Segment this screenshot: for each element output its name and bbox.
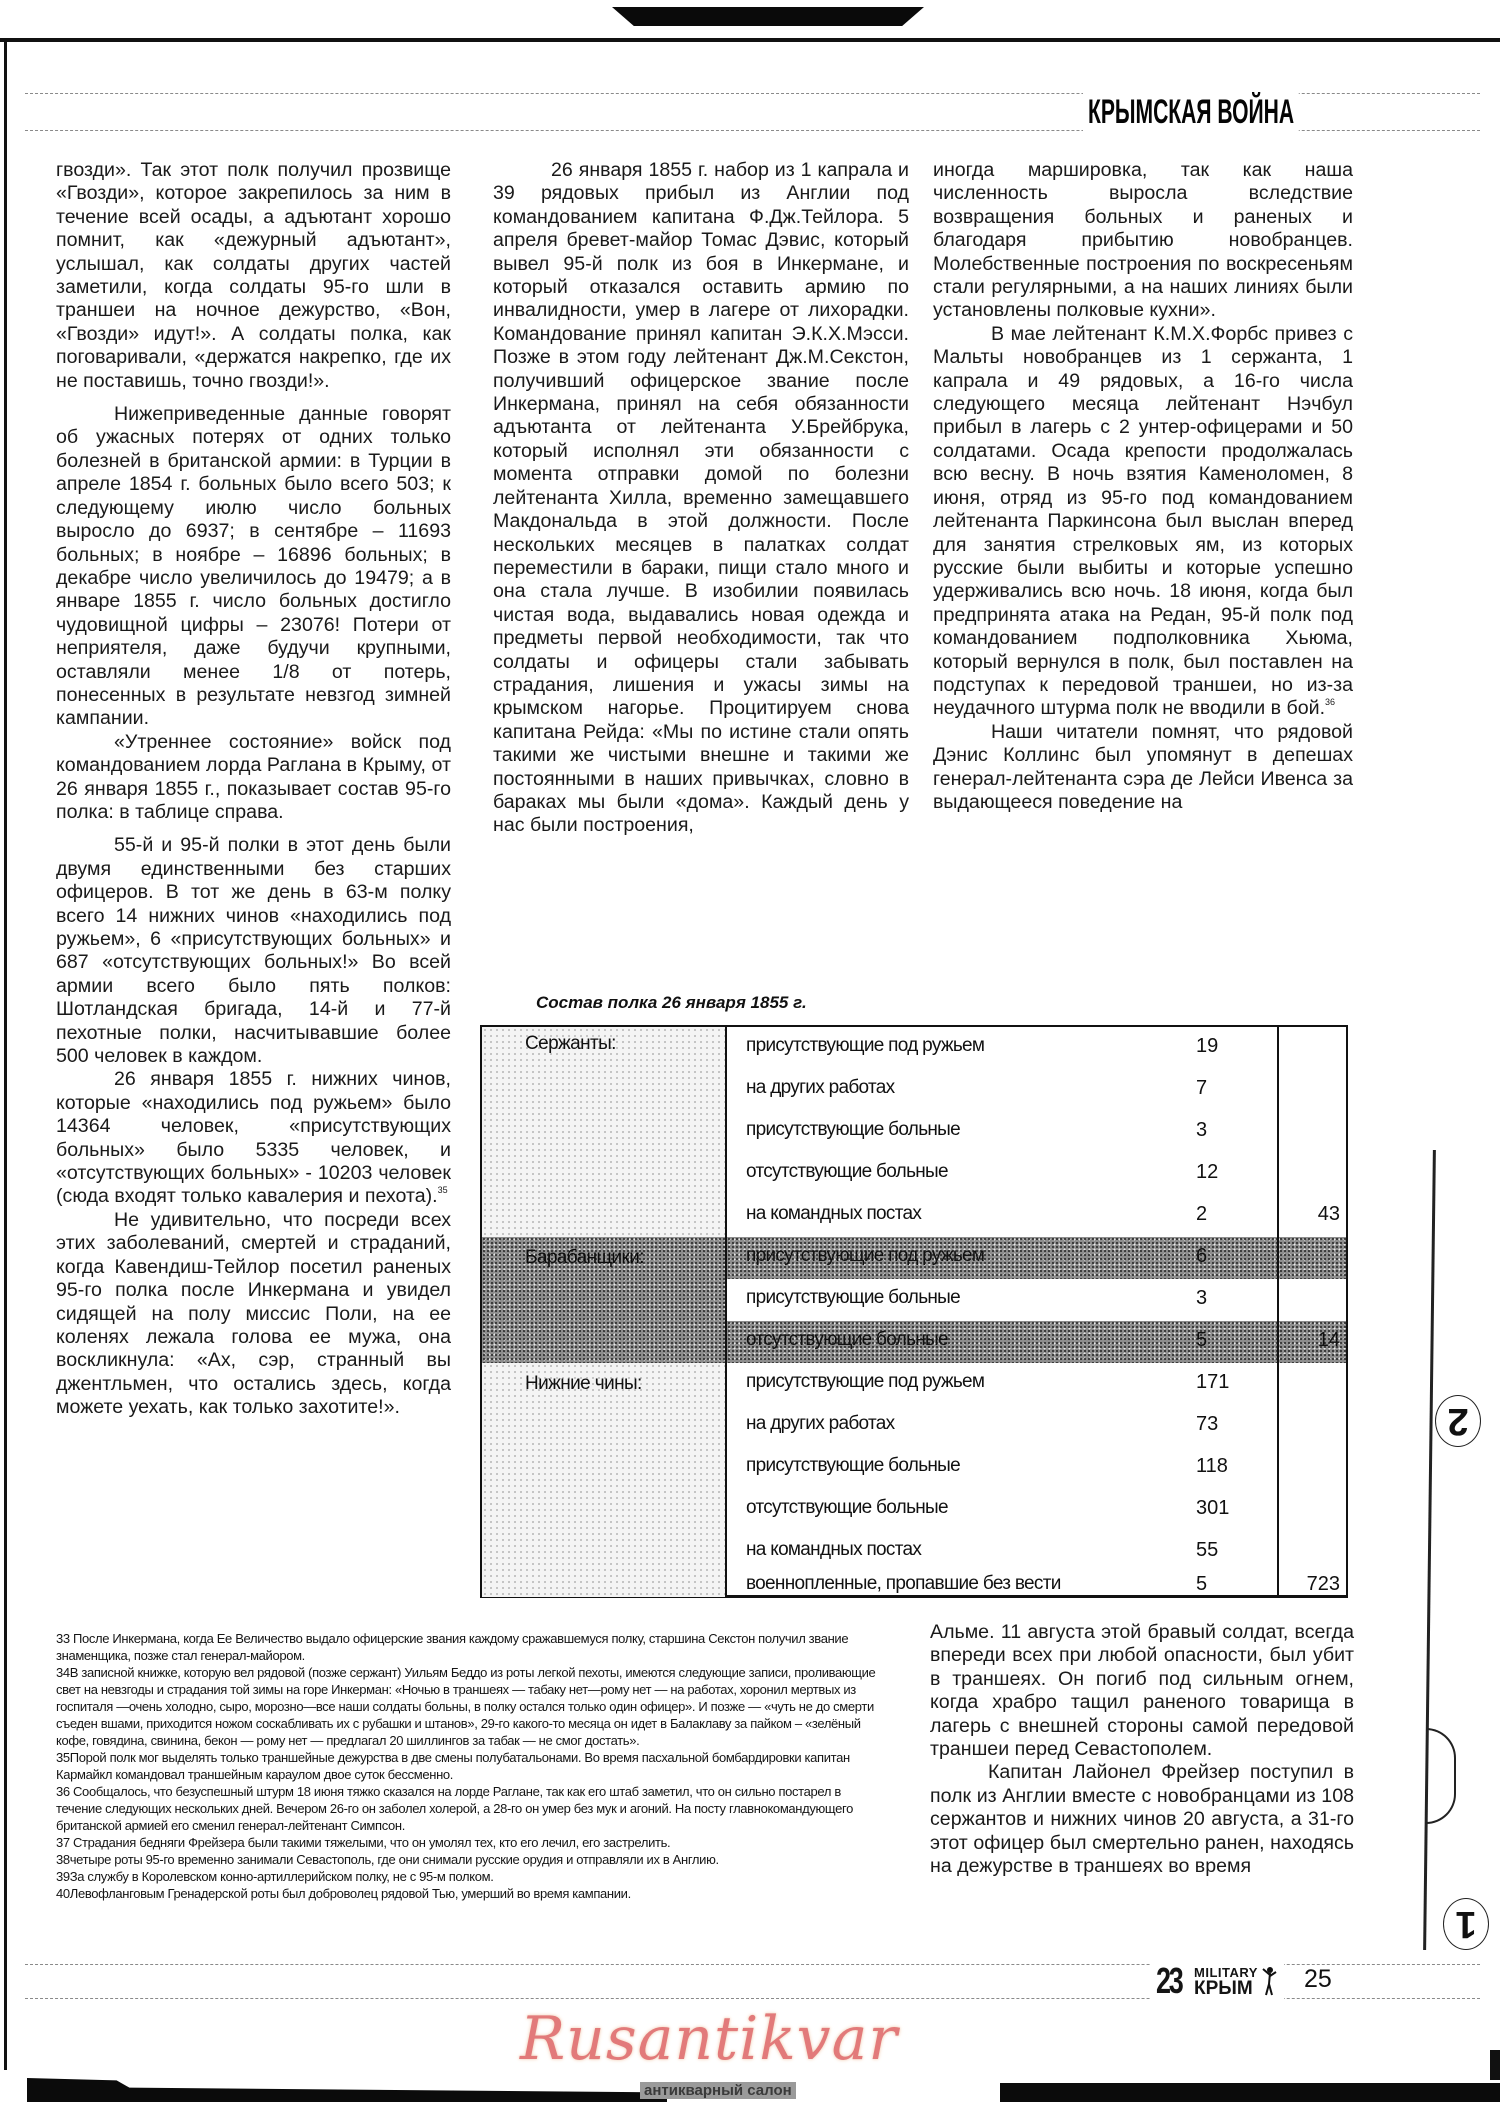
group-label: Сержанты: (525, 1033, 616, 1054)
group-total: 14 (1317, 1329, 1340, 1351)
footnote: 40Левофланговым Гренадерской роты был доброволец рядовой Тью, умерший во время кампании. (56, 1886, 631, 1901)
footnote: 33 После Инкермана, когда Ее Величество выдало офицерские звания каждому сражавшемуся полку, старшина Секстон получил звание знаменщика, позже стал генерал-майором. (56, 1631, 849, 1663)
page-number: 25 (1300, 1965, 1336, 1994)
footnote-ref: 36 (1325, 697, 1336, 708)
group-cell-sergeants (482, 1027, 727, 1237)
table-row: на командных постах 55 (746, 1539, 1219, 1561)
paragraph: Наши читатели помнят, что рядовой Дэнис Коллинс был упомянут в депешах генерал-лейтенанта сэра де Лейси Ивенса за выдающееся поведение на (933, 720, 1353, 813)
paragraph: 26 января 1855 г. набор из 1 капрала и 39 рядовых прибыл из Англии под командованием капитана Ф.Дж.Тейлора. 5 апреля бревет-майор Томас Дэвис, который вывел 95-й полк из боя в Инкермане, и который отказался оставить армию по инвалидности, умер в лагере от лихорадки. Командование принял капитан Э.К.Х.Мэсси. Позже в этом году лейтенант Дж.М.Секстон, получивший офицерское звание после Инкермана, принял на себя обязанности адъютанта от лейтенанта У.Брейбрука, который исполнял эти обязанности с момента отправки домой по болезни лейтенанта Хилла, временно замещавшего Макдональда в этой должности. После нескольких месяцев в палатках солдат переместили в бараки, пищи стало много и она стала лучше. В изобилии появилась чистая вода, выдавались новая одежда и предметы первой необходимости, так что солдаты и офицеры стали забывать страдания, лишения и ужасы зимы на крымском нагорье. Процитируем снова капитана Рейда: «Мы по истине стали опять такими же чистыми внешне и такими же постоянными в наших привычках, словно в бараках мы были «дома». Каждый день у нас были построения, (493, 159, 909, 837)
paragraph: В мае лейтенант К.М.Х.Форбс привез с Мальты новобранцев из 1 сержанта, 1 капрала и 49 рядовых, а 16-го числа следующего месяца лейтенант Нэчбул прибыл в лагерь с 2 унтер-офицерами и 50 солдатами. Осада крепости продолжалась всю весну. В ночь взятия Каменоломен, 8 июня, отряд из 95-го под командованием лейтенанта Паркинсона был выслан вперед для занятия стрелковых ям, из которых русские были выбиты и которые успешно удерживались всю ночь. 18 июня, когда был предпринята атака на Редан, 95-й полк под командованием подполковника Хьюма, который вернулся в полк, был поставлен на подступах к передовой траншеи, но из-за неудачного штурма полк не вводили в бой.$^{36}$ (933, 322, 1353, 720)
footnote: 38четыре роты 95-го временно занимали Севастополь, где они снимали русские орудия и отправляли их в Англию. (56, 1852, 719, 1867)
magazine-logo (1150, 1960, 1284, 2001)
paragraph: гвозди». Так этот полк получил прозвище «Гвозди», которое закрепилось за ним в течение всей осады, а адъютант хорошо помнит, как «дежурный адъютант», услышал, как солдаты других частей заметили, когда солдаты 95-го шли в траншеи на ночное дежурство, «Вон, «Гвозди» идут!». А солдаты полка, как поговаривали, «держатся накрепко, где их не поставишь, точно гвозди!». (56, 159, 451, 392)
table-row: присутствующие под ружьем 19 (746, 1035, 1219, 1057)
section-title: КРЫМСКАЯ ВОЙНА (1083, 92, 1299, 132)
paragraph: Нижеприведенные данные говорят об ужасных потерях от одних только болезней в британской армии: в Турции в апреле 1854 г. больных было всего 503; к следующему июлю число больных выросло до 6937; в сентябре – 11693 больных; в ноябре – 16896 больных; в декабре число увеличилось до 19479; а в январе 1855 г. число больных достигло чудовищной цифры – 23076! Потери от неприятеля, даже будучи крупными, оставляли менее 1/8 от потерь, понесенных в результате невзгод зимней кампании. (56, 403, 451, 730)
group-total: 43 (1317, 1203, 1340, 1225)
circled-number-mark: 2 (1435, 1395, 1481, 1447)
paragraph: Не удивительно, что посреди всех этих заболеваний, смертей и страданий, когда Кавендиш-Тейлор посетил раненых 95-го полка после Инкермана и увидел сидящей на полу миссис Поли, на ее коленях лежала голова ее мужа, она воскликнула: «Ах, сэр, странный вы джентльмен, что остались здесь, когда можете уехать, как только захотите!». (56, 1208, 451, 1419)
corner-scan-mark (1490, 2050, 1500, 2080)
table-row: отсутствующие больные 12 (746, 1161, 1219, 1183)
footnote: 35Порой полк мог выделять только траншейные дежурства в две смены полубатальонами. Во время пасхальной бомбардировки капитан Кармайкл командовал траншейным караулом двое суток бессменно. (56, 1750, 850, 1782)
paragraph: 26 января 1855 г. нижних чинов, которые «находились под ружьем» было 14364 человек, «присутствующих больных» было 5335 человек, и «отсутствующих больных» - 10203 человек (сюда входят только кавалерия и пехота).$^{35}$ (56, 1068, 451, 1208)
footnote: 37 Страдания бедняги Фрейзера были такими тяжелыми, что он умолял тех, кто его лечил, его застрелить. (56, 1835, 671, 1850)
paragraph: «Утреннее состояние» войск под командованием лорда Раглана в Крыму, от 26 января 1855 г., показывает состав 95-го полка: в таблице справа. (56, 730, 451, 823)
logo-military: MILITARY (1194, 1964, 1258, 1980)
bottom-scan-bar (27, 2078, 667, 2102)
table-caption: Состав полка 26 января 1855 г. (536, 993, 807, 1012)
table-row: военнопленные, пропавшие без вести 5 723 (746, 1573, 1340, 1595)
group-label: Нижние чины: (525, 1373, 642, 1394)
footnotes (56, 1630, 876, 1902)
top-rule (0, 38, 1500, 42)
regiment-composition-table (480, 1025, 1348, 1598)
table-row: на других работах 73 (746, 1413, 1219, 1435)
table-row: на командных постах 2 43 (746, 1203, 1340, 1225)
article-column-2 (493, 159, 909, 838)
watermark-title: Rusantikvar (520, 2004, 899, 2074)
top-bar-decoration (612, 7, 924, 26)
half-circle-mark (1426, 1728, 1456, 1824)
group-label: Барабанщики: (525, 1247, 644, 1268)
watermark-subtitle: антикварный салон (640, 2082, 796, 2099)
paragraph: Альме. 11 августа этой бравый солдат, всегда впереди всех при любой опасности, был убит в траншеях. Он погиб под сильным огнем, когда храбро тащил раненого товарища в лагерь с внешней стороны самой передовой траншеи перед Севастополем. (930, 1621, 1354, 1761)
bottom-scan-bar (1000, 2083, 1500, 2102)
issue-number: 23 (1156, 1960, 1182, 2001)
logo-krym: КРЫМ (1194, 1977, 1253, 1999)
left-page-edge (4, 40, 7, 2070)
article-column-1 (56, 159, 451, 1420)
paragraph: 55-й и 95-й полки в этот день были двумя единственными без старших офицеров. В тот же день в 63-м полку всего 14 нижних чинов «находились под ружьем», 6 «присутствующих больных» и 687 «отсутствующих больных!» Во всей армии всего было пять полков: Шотландская бригада, 14-й и 77-й пехотные полки, насчитывавшие более 500 человек в каждом. (56, 834, 451, 1068)
table-row: на других работах 7 (746, 1077, 1208, 1099)
footnote: 36 Сообщалось, что безуспешный штурм 18 июня тяжко сказался на лорде Раглане, так как его штаб заметил, что он сильно постарел в течение следующих нескольких дней. Вечером 26-го он заболел холерой, а 28-го он умер без мук и агоний. На посту главнокомандующего британской армией его сменил генерал-лейтенант Симпсон. (56, 1784, 853, 1833)
table-row: присутствующие больные 3 (746, 1119, 1208, 1141)
group-cell-lower-ranks (482, 1363, 727, 1597)
footnote: 34В записной книжке, которую вел рядовой (позже сержант) Уильям Беддо из роты легкой пехоты, имеются следующие записи, проливающие свет на невзгоды и страдания той зимы на горе Инкерман: «Ночью в траншеях — табаку нет—рому нет — на работах, хоронил мертвых из госпиталя —очень холодно, сыро, морозно—все наши солдаты больны, в полку остался только один офицер». И позже — «чуть не до смерти съеден вшами, приходится ножом соскабливать их с рубашки и штанов», 29-го какого-то месяца он идет в Балаклаву за пайком – «зелёный кофе, говядина, свинина, бекон — рому нет — предлагал 20 шиллингов за табак — не смог достать». (56, 1665, 876, 1748)
article-column-3 (933, 159, 1353, 814)
circled-number-mark: 1 (1443, 1898, 1489, 1950)
article-column-3-continued (930, 1621, 1354, 1878)
table-row: присутствующие больные 118 (746, 1455, 1228, 1477)
table-row: присутствующие под ружьем 6 (727, 1237, 1346, 1279)
table-row: отсутствующие больные 5 14 (727, 1321, 1346, 1363)
table-row: отсутствующие больные 301 (746, 1497, 1230, 1519)
paragraph: Капитан Лайонел Фрейзер поступил в полк из Англии вместе с новобранцами из 108 сержантов и нижних чинов 20 августа, а 31-го этот офицер был смертельно ранен, находясь на дежурстве в траншеях во время (930, 1761, 1354, 1878)
footnote: 39За службу в Королевском конно-артиллерийском полку, не с 95-м полком. (56, 1869, 494, 1884)
total-column-divider (1277, 1027, 1279, 1597)
footnote-ref: 35 (437, 1185, 448, 1196)
paragraph: иногда маршировка, так как наша численность выросла вследствие возвращения больных и раненых и благодаря прибытию новобранцев. Молебственные построения по воскресеньям стали регулярными, а на наших линиях были установлены полковые кухни». (933, 159, 1353, 322)
group-cell-drummers (482, 1237, 727, 1363)
group-total: 723 (1306, 1573, 1340, 1595)
soldier-figure-icon (1260, 1966, 1278, 1996)
binding-line (1423, 1150, 1436, 1950)
table-row: присутствующие больные 3 (727, 1279, 1346, 1321)
table-row: присутствующие под ружьем 171 (746, 1371, 1230, 1393)
